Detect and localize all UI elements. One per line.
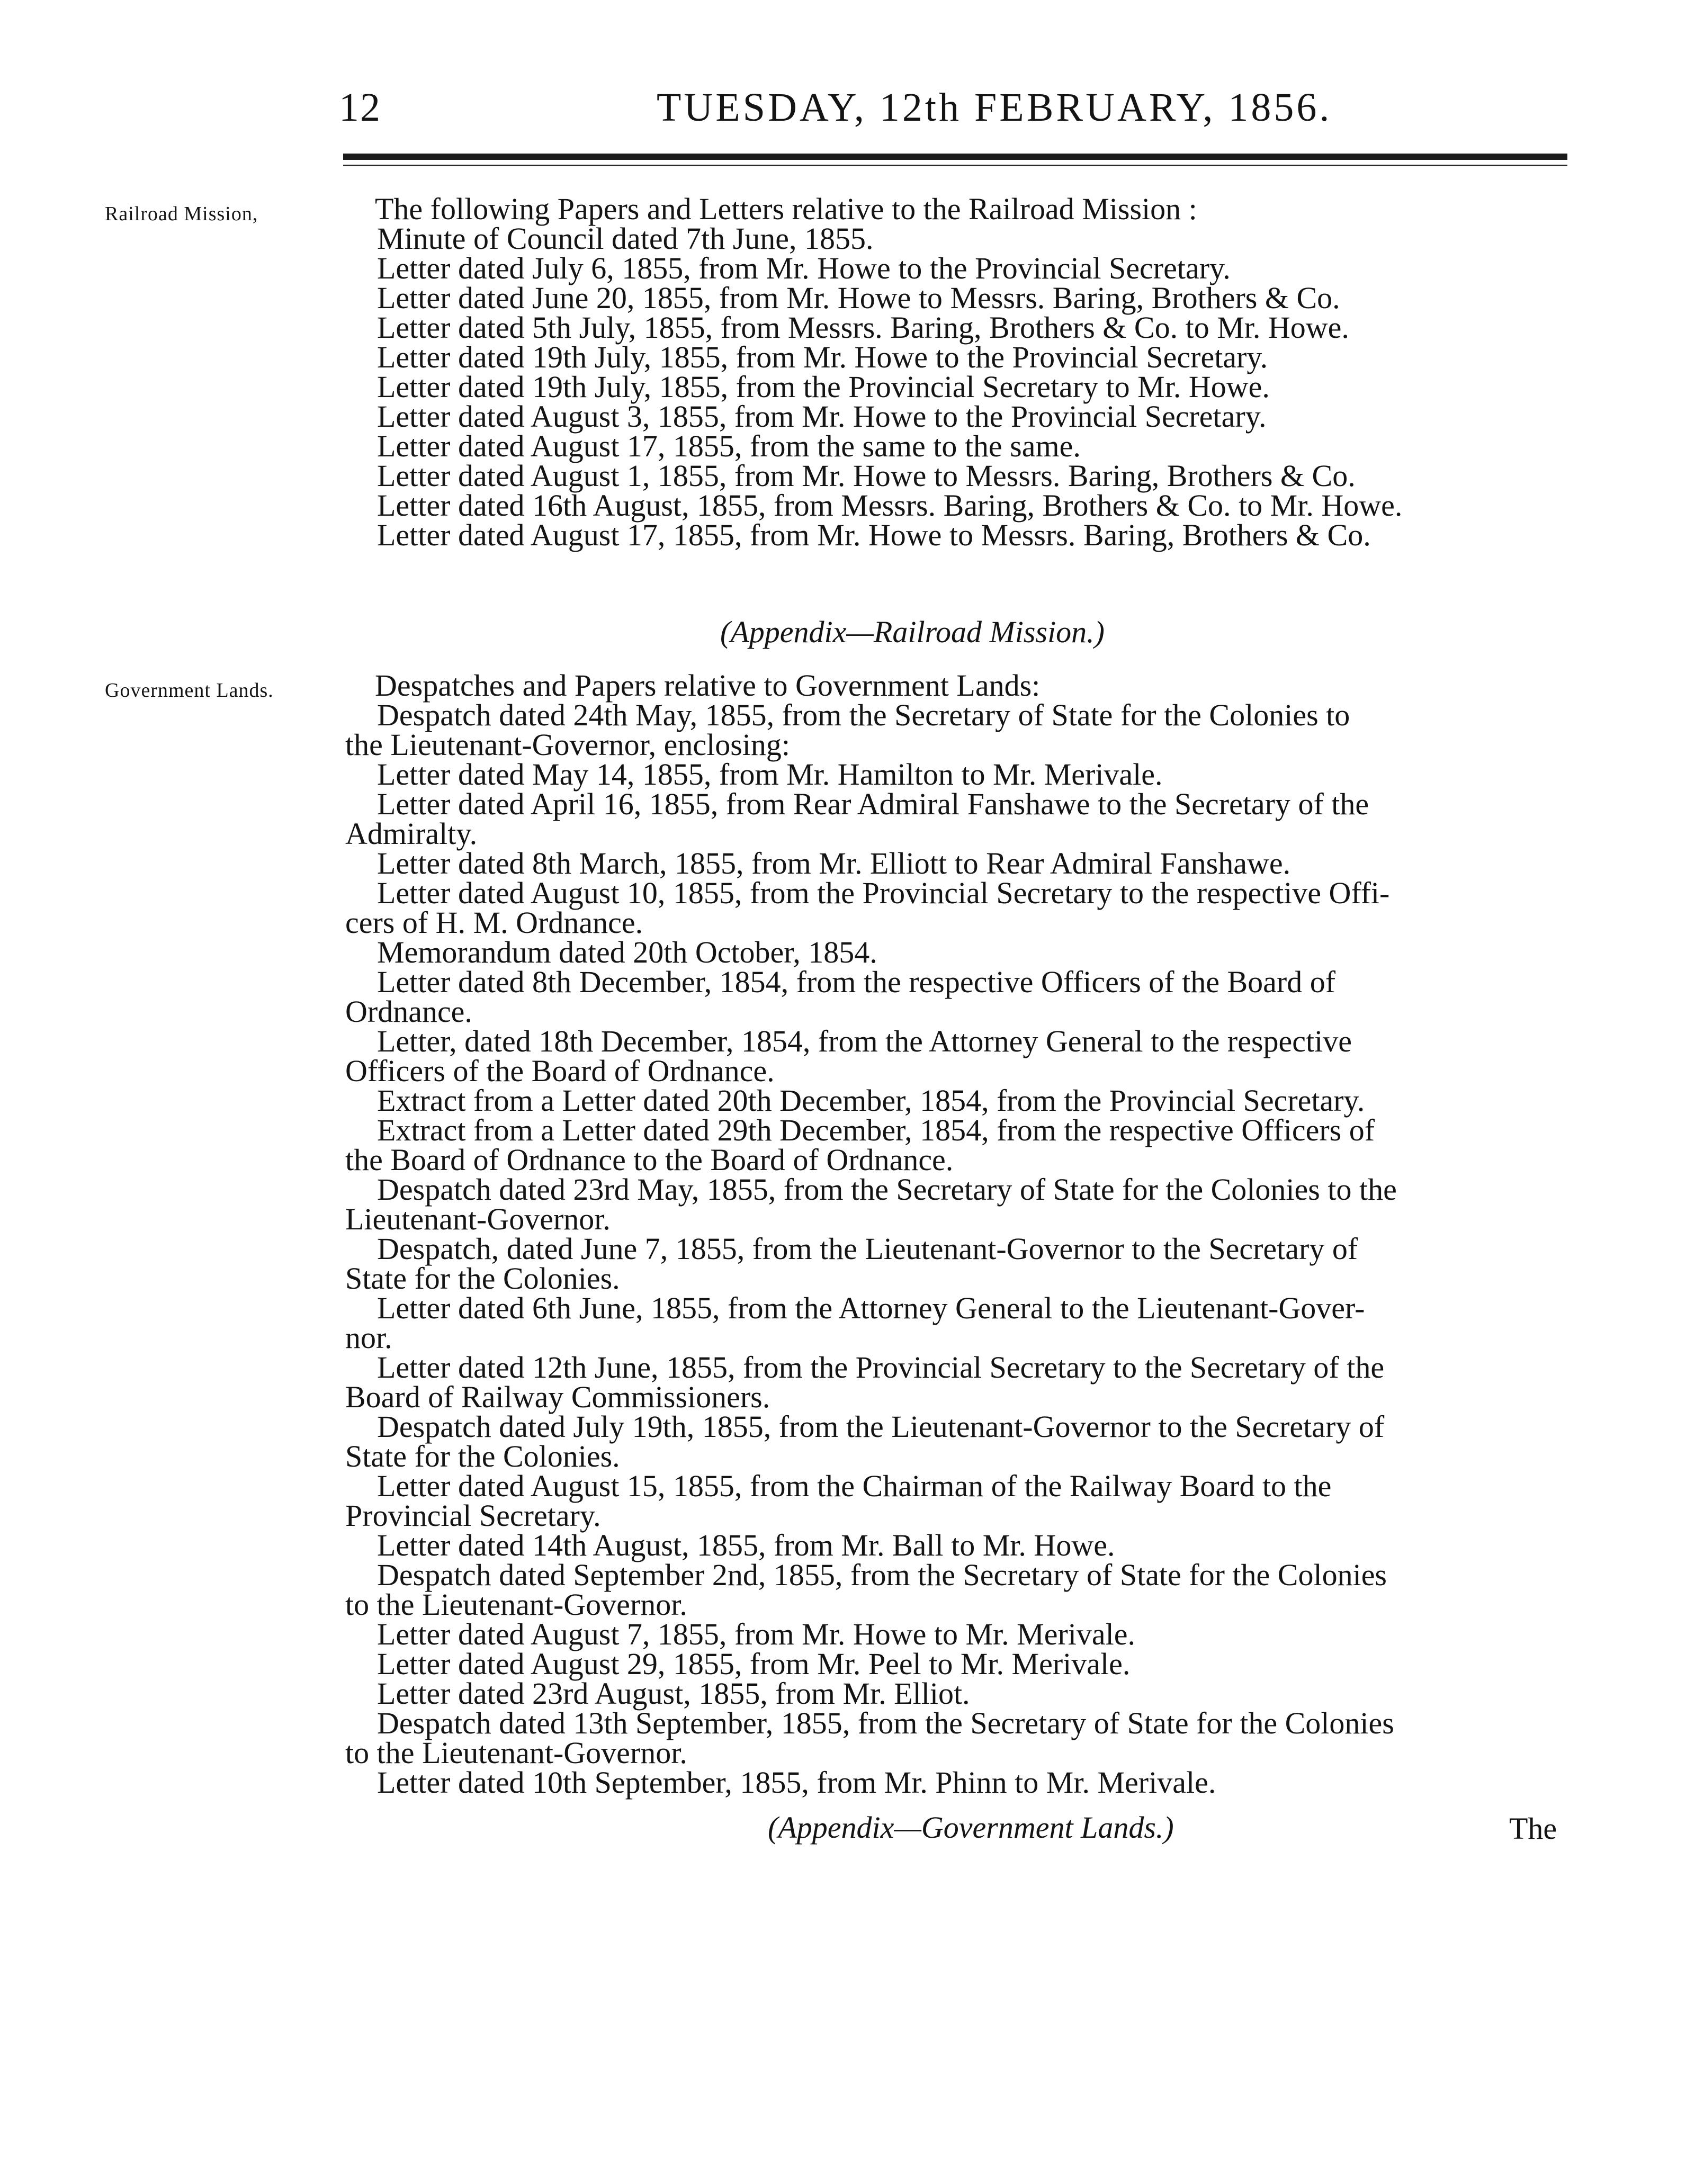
government-lands-line: Letter dated 8th December, 1854, from the respective Officers of the Board of [377,965,1336,999]
government-lands-line: Letter dated 6th June, 1855, from the Attorney General to the Lieutenant-Gover- [377,1291,1365,1325]
government-lands-line: Provincial Secretary. [345,1498,601,1533]
railroad-line: Letter dated August 3, 1855, from Mr. Howe to the Provincial Secretary. [377,399,1267,434]
header-rule-thick [343,154,1567,160]
railroad-line: Letter dated 19th July, 1855, from the Provincial Secretary to Mr. Howe. [377,370,1270,404]
government-lands-line: Extract from a Letter dated 20th December, 1854, from the Provincial Secretary. [377,1083,1365,1118]
railroad-line: Letter dated 16th August, 1855, from Messrs. Baring, Brothers & Co. to Mr. Howe. [377,488,1403,523]
margin-note-railroad: Railroad Mission, [105,203,258,225]
government-lands-line: to the Lieutenant-Governor. [345,1736,687,1770]
government-lands-line: Ordnance. [345,994,472,1029]
government-lands-line: Extract from a Letter dated 29th December, 1854, from the respective Officers of [377,1113,1375,1147]
government-lands-line: Despatch dated July 19th, 1855, from the Lieutenant-Governor to the Secretary of [377,1409,1385,1444]
government-lands-line: Board of Railway Commissioners. [345,1380,770,1414]
government-lands-line: State for the Colonies. [345,1439,620,1473]
government-lands-line: Despatch dated 23rd May, 1855, from the Secretary of State for the Colonies to the [377,1172,1397,1207]
government-lands-line: Letter dated 10th September, 1855, from Mr. Phinn to Mr. Merivale. [377,1765,1216,1800]
catchword: The [1509,1811,1557,1846]
page-number: 12 [339,85,381,130]
government-lands-line: the Lieutenant-Governor, enclosing: [345,727,791,762]
government-lands-line: the Board of Ordnance to the Board of Ordnance. [345,1143,954,1177]
railroad-line: Letter dated August 17, 1855, from the same to the same. [377,429,1081,463]
government-lands-line: cers of H. M. Ordnance. [345,905,643,940]
railroad-line: Letter dated June 20, 1855, from Mr. Howe to Messrs. Baring, Brothers & Co. [377,281,1340,315]
government-lands-line: Despatch, dated June 7, 1855, from the Lieutenant-Governor to the Secretary of [377,1232,1358,1266]
railroad-line: Letter dated August 17, 1855, from Mr. Howe to Messrs. Baring, Brothers & Co. [377,518,1371,552]
government-lands-line: Letter dated 14th August, 1855, from Mr. Ball to Mr. Howe. [377,1528,1115,1562]
railroad-line: Minute of Council dated 7th June, 1855. [377,221,874,256]
appendix-railroad: (Appendix—Railroad Mission.) [720,615,1105,649]
government-lands-line: to the Lieutenant-Governor. [345,1587,687,1622]
government-lands-line: Lieutenant-Governor. [345,1202,611,1236]
header-rule-thin [343,165,1567,166]
government-lands-line: Admiralty. [345,816,478,851]
government-lands-line: Letter dated May 14, 1855, from Mr. Hamilton to Mr. Merivale. [377,757,1163,792]
government-lands-line: Despatch dated 13th September, 1855, from the Secretary of State for the Colonies [377,1706,1394,1740]
running-head: TUESDAY, 12th FEBRUARY, 1856. [657,85,1332,130]
railroad-line: Letter dated 5th July, 1855, from Messrs. Baring, Brothers & Co. to Mr. Howe. [377,310,1349,345]
government-lands-line: Letter dated August 7, 1855, from Mr. Howe to Mr. Merivale. [377,1617,1136,1651]
government-lands-line: Letter dated August 10, 1855, from the Provincial Secretary to the respective Offi- [377,876,1390,910]
government-lands-line: Letter dated April 16, 1855, from Rear Admiral Fanshawe to the Secretary of the [377,787,1369,821]
government-lands-line: nor. [345,1320,392,1355]
government-lands-intro: Despatches and Papers relative to Government Lands: [375,668,1041,703]
railroad-line: Letter dated August 1, 1855, from Mr. Howe to Messrs. Baring, Brothers & Co. [377,459,1356,493]
government-lands-line: Memorandum dated 20th October, 1854. [377,935,877,969]
government-lands-line: Despatch dated 24th May, 1855, from the Secretary of State for the Colonies to [377,698,1350,732]
railroad-line: Letter dated 19th July, 1855, from Mr. Howe to the Provincial Secretary. [377,340,1268,374]
government-lands-line: Officers of the Board of Ordnance. [345,1054,775,1088]
government-lands-line: Letter dated August 15, 1855, from the Chairman of the Railway Board to the [377,1469,1332,1503]
railroad-line: Letter dated July 6, 1855, from Mr. Howe to the Provincial Secretary. [377,251,1231,285]
government-lands-line: Letter dated August 29, 1855, from Mr. Peel to Mr. Merivale. [377,1647,1131,1681]
appendix-government-lands: (Appendix—Government Lands.) [768,1810,1174,1845]
government-lands-line: Letter, dated 18th December, 1854, from the Attorney General to the respective [377,1024,1352,1058]
railroad-intro: The following Papers and Letters relative to the Railroad Mission : [375,192,1197,226]
government-lands-line: Letter dated 12th June, 1855, from the Provincial Secretary to the Secretary of the [377,1350,1385,1385]
government-lands-line: Despatch dated September 2nd, 1855, from the Secretary of State for the Colonies [377,1558,1387,1592]
government-lands-line: Letter dated 23rd August, 1855, from Mr. Elliot. [377,1676,970,1711]
margin-note-government-lands: Government Lands. [105,679,274,702]
government-lands-line: State for the Colonies. [345,1261,620,1296]
government-lands-line: Letter dated 8th March, 1855, from Mr. Elliott to Rear Admiral Fanshawe. [377,846,1291,880]
